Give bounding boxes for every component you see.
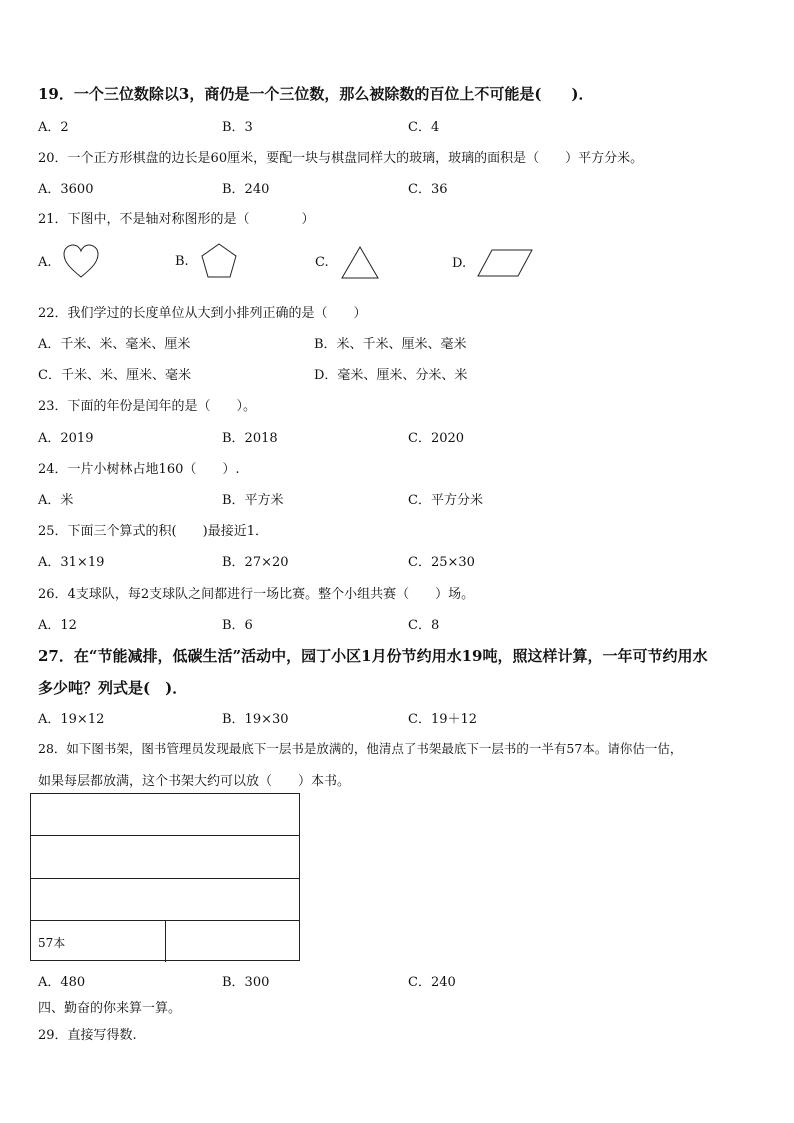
- option-a: A．31×19: [38, 555, 105, 570]
- triangle-icon: [339, 244, 381, 280]
- question-text: 下面三个算式的积( )最接近1．: [67, 524, 268, 539]
- option-d: [452, 248, 534, 278]
- option-b: B．19×30: [222, 712, 289, 727]
- question-text: 4支球队，每2支球队之间都进行一场比赛。整个小组共赛（ ）场。: [67, 587, 475, 602]
- question-24: [38, 458, 240, 477]
- option-a: A．千米、米、毫米、厘米: [38, 337, 191, 352]
- question-number: 20．: [38, 151, 68, 166]
- question-text: 我们学过的长度单位从大到小排列正确的是（ ）: [67, 306, 367, 321]
- option-c: C．25×30: [408, 555, 475, 570]
- question-number: 19．: [38, 85, 74, 103]
- option-a: A．480: [38, 975, 86, 990]
- option-label: A.: [38, 254, 52, 270]
- option-b: B．300: [222, 975, 270, 990]
- option-b: B．27×20: [222, 555, 289, 570]
- question-number: 27．: [38, 647, 74, 665]
- question-text: 下面的年份是闰年的是（ ）。: [67, 399, 257, 414]
- option-b: B．平方米: [222, 493, 284, 508]
- option-b: B．240: [222, 182, 270, 197]
- question-29: 29．直接写得数.: [38, 1028, 137, 1043]
- question-23: [38, 395, 256, 414]
- option-b: B．米、千米、厘米、毫米: [314, 337, 467, 352]
- option-a: A．2019: [38, 431, 94, 446]
- option-b: [175, 242, 239, 280]
- question-28-continued: 如果每层都放满，这个书架大约可以放（ ）本书。: [38, 774, 351, 789]
- question-27-continued: 多少吨？列式是( )．: [38, 679, 188, 697]
- question-text: 一个三位数除以3，商仍是一个三位数，那么被除数的百位上不可能是( )．: [73, 85, 594, 103]
- pentagon-icon: [199, 242, 239, 280]
- option-a: A．3600: [38, 182, 94, 197]
- option-a: [38, 244, 100, 280]
- heart-icon: [62, 244, 100, 280]
- option-c: C．8: [408, 618, 440, 633]
- shelf-half-divider: [165, 920, 166, 962]
- question-number: 21．: [38, 212, 68, 227]
- question-22: [38, 302, 367, 321]
- shelf-divider: [31, 835, 299, 836]
- question-number: 28．: [38, 741, 67, 756]
- section-heading: 四、勤奋的你来算一算。: [38, 1001, 182, 1016]
- option-a: A．12: [38, 618, 77, 633]
- question-number: 25．: [38, 524, 68, 539]
- option-c: C．19＋12: [408, 712, 478, 727]
- option-c: C．平方分米: [408, 493, 483, 508]
- option-b: B．3: [222, 120, 253, 135]
- option-c: C．240: [408, 975, 456, 990]
- question-27: [38, 645, 707, 666]
- question-text: 在“节能减排，低碳生活”活动中，园丁小区1月份节约用水19吨，照这样计算，一年可节约用水: [73, 647, 708, 665]
- question-number: 22．: [38, 306, 68, 321]
- option-c: C．4: [408, 120, 440, 135]
- option-c: C．36: [408, 182, 448, 197]
- question-25: [38, 520, 268, 539]
- question-number: 24．: [38, 462, 68, 477]
- question-20: [38, 147, 643, 166]
- question-text: 如下图书架，图书管理员发现最底下一层书是放满的，他清点了书架最底下一层书的一半有57本。请你估一估，: [66, 741, 683, 756]
- question-21: [38, 208, 315, 227]
- option-c: [315, 244, 381, 280]
- shelf-divider: [31, 878, 299, 879]
- question-number: 26．: [38, 587, 68, 602]
- question-text: 一片小树林占地160（ ）.: [67, 462, 240, 477]
- question-number: 23．: [38, 399, 68, 414]
- question-text: 一个正方形棋盘的边长是60厘米，要配一块与棋盘同样大的玻璃，玻璃的面积是（ ）平方分米。: [67, 151, 644, 166]
- bookshelf-diagram: [30, 793, 300, 961]
- parallelogram-icon: [476, 248, 534, 278]
- question-text: 下图中，不是轴对称图形的是（ ）: [67, 212, 315, 227]
- option-a: A．2: [38, 120, 69, 135]
- option-label: D.: [452, 255, 467, 271]
- question-28: [38, 739, 682, 757]
- option-label: C.: [315, 254, 329, 270]
- option-b: B．6: [222, 618, 253, 633]
- shelf-count-label: 57本: [38, 936, 66, 950]
- option-c: C．2020: [408, 431, 465, 446]
- option-b: B．2018: [222, 431, 278, 446]
- question-19: [38, 83, 594, 104]
- option-d: D．毫米、厘米、分米、米: [314, 368, 468, 383]
- option-a: A．米: [38, 493, 74, 508]
- option-a: A．19×12: [38, 712, 105, 727]
- option-label: B.: [175, 253, 189, 269]
- option-c: C．千米、米、厘米、毫米: [38, 368, 191, 383]
- question-26: [38, 583, 474, 602]
